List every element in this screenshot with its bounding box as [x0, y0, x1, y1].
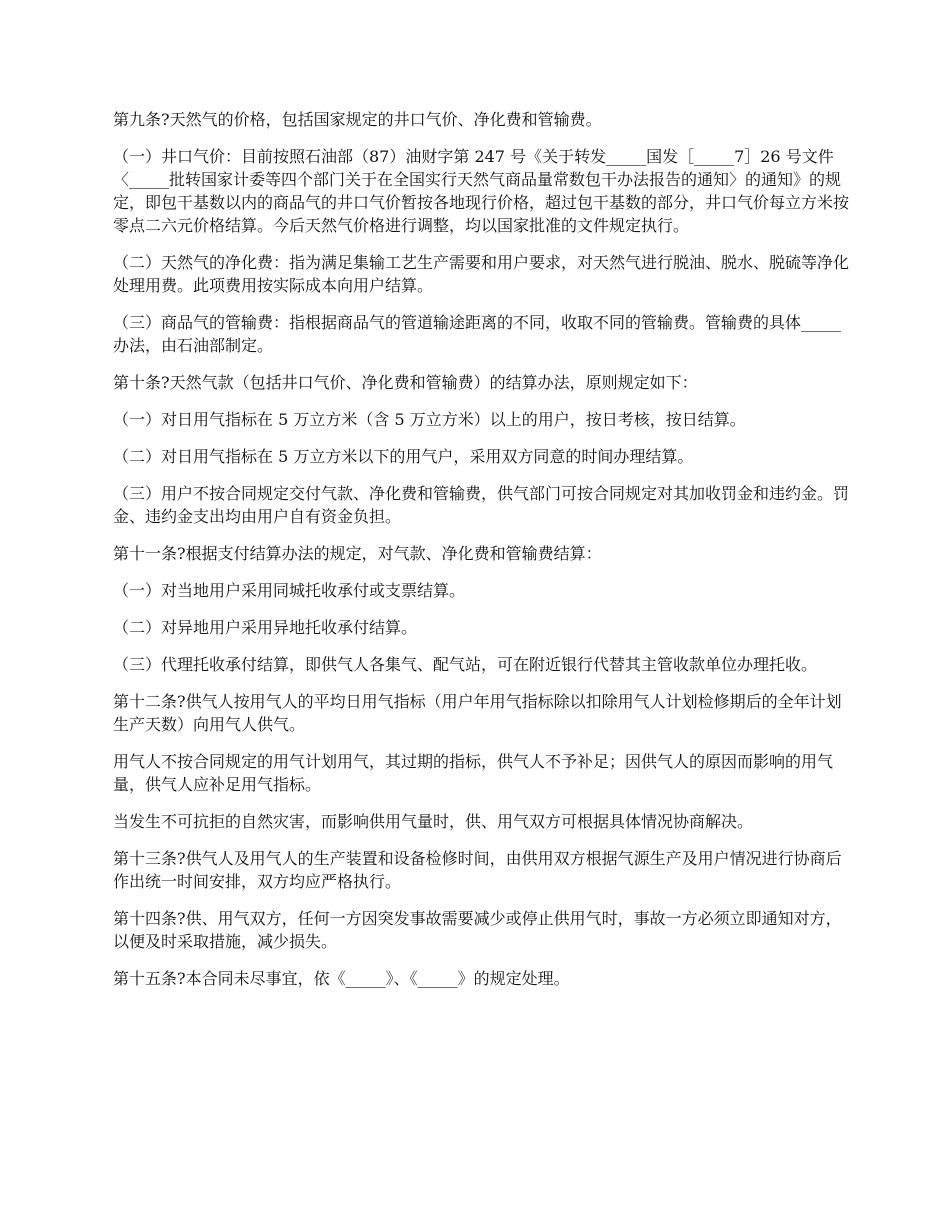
article-9-clause-3: （三）商品气的管输费：指根据商品气的管道输途距离的不同，收取不同的管输费。管输费的具体_____办法，由石油部制定。 — [113, 313, 842, 355]
article-11-clause-3: （三）代理托收承付结算，即供气人各集气、配气站，可在附近银行代替其主管收款单位办理托收。 — [113, 655, 818, 674]
article-15-heading: 第十五条?本合同未尽事宜，依《_____》、《_____》的规定处理。 — [113, 969, 570, 988]
article-12-heading: 第十二条?供气人按用气人的平均日用气指标（用户年用气指标除以扣除用气人计划检修期后的全年计划生产天数）向用气人供气。 — [113, 692, 842, 734]
article-11-clause-1: （一）对当地用户采用同城托收承付或支票结算。 — [113, 581, 466, 600]
article-14-heading: 第十四条?供、用气双方，任何一方因突发事故需要减少或停止供用气时，事故一方必须立即通知对方，以便及时采取措施，减少损失。 — [113, 909, 842, 951]
document-page — [113, 108, 853, 1004]
article-9-clause-2: （二）天然气的净化费：指为满足集输工艺生产需要和用户要求，对天然气进行脱油、脱水、脱硫等净化处理用费。此项费用按实际成本向用户结算。 — [113, 253, 850, 295]
article-10-clause-2: （二）对日用气指标在 5 万立方米以下的用气户，采用双方同意的时间办理结算。 — [113, 447, 694, 466]
article-9-clause-1: （一）井口气价：目前按照石油部（87）油财字第 247 号《关于转发_____国发［_____7］26 号文件〈_____批转国家计委等四个部门关于在全国实行天然气商品量常数包干办法报告的通知〉的通知》的规定，即包干基数以内的商品气的井口气价暂按各地现行价格，超过包干基数的部分，井口气价每立方米按零点二六元价格结算。今后天然气价格进行调整，均以国家批准的文件规定执行。 — [113, 147, 850, 235]
article-10-clause-1: （一）对日用气指标在 5 万立方米（含 5 万立方米）以上的用户，按日考核，按日结算。 — [113, 410, 746, 429]
article-12-para-3: 当发生不可抗拒的自然灾害，而影响供用气量时，供、用气双方可根据具体情况协商解决。 — [113, 812, 754, 831]
article-13-heading: 第十三条?供气人及用气人的生产装置和设备检修时间，由供用双方根据气源生产及用户情况进行协商后作出统一时间安排，双方均应严格执行。 — [113, 849, 842, 891]
article-11-clause-2: （二）对异地用户采用异地托收承付结算。 — [113, 618, 418, 637]
article-9-heading: 第九条?天然气的价格，包括国家规定的井口气价、净化费和管输费。 — [113, 110, 602, 129]
article-12-para-2: 用气人不按合同规定的用气计划用气，其过期的指标，供气人不予补足；因供气人的原因而影响的用气量，供气人应补足用气指标。 — [113, 752, 834, 794]
article-11-heading: 第十一条?根据支付结算办法的规定，对气款、净化费和管输费结算： — [113, 544, 602, 563]
article-10-clause-3: （三）用户不按合同规定交付气款、净化费和管输费，供气部门可按合同规定对其加收罚金和违约金。罚金、违约金支出均由用户自有资金负担。 — [113, 484, 850, 526]
article-10-heading: 第十条?天然气款（包括井口气价、净化费和管输费）的结算办法，原则规定如下： — [113, 373, 698, 392]
